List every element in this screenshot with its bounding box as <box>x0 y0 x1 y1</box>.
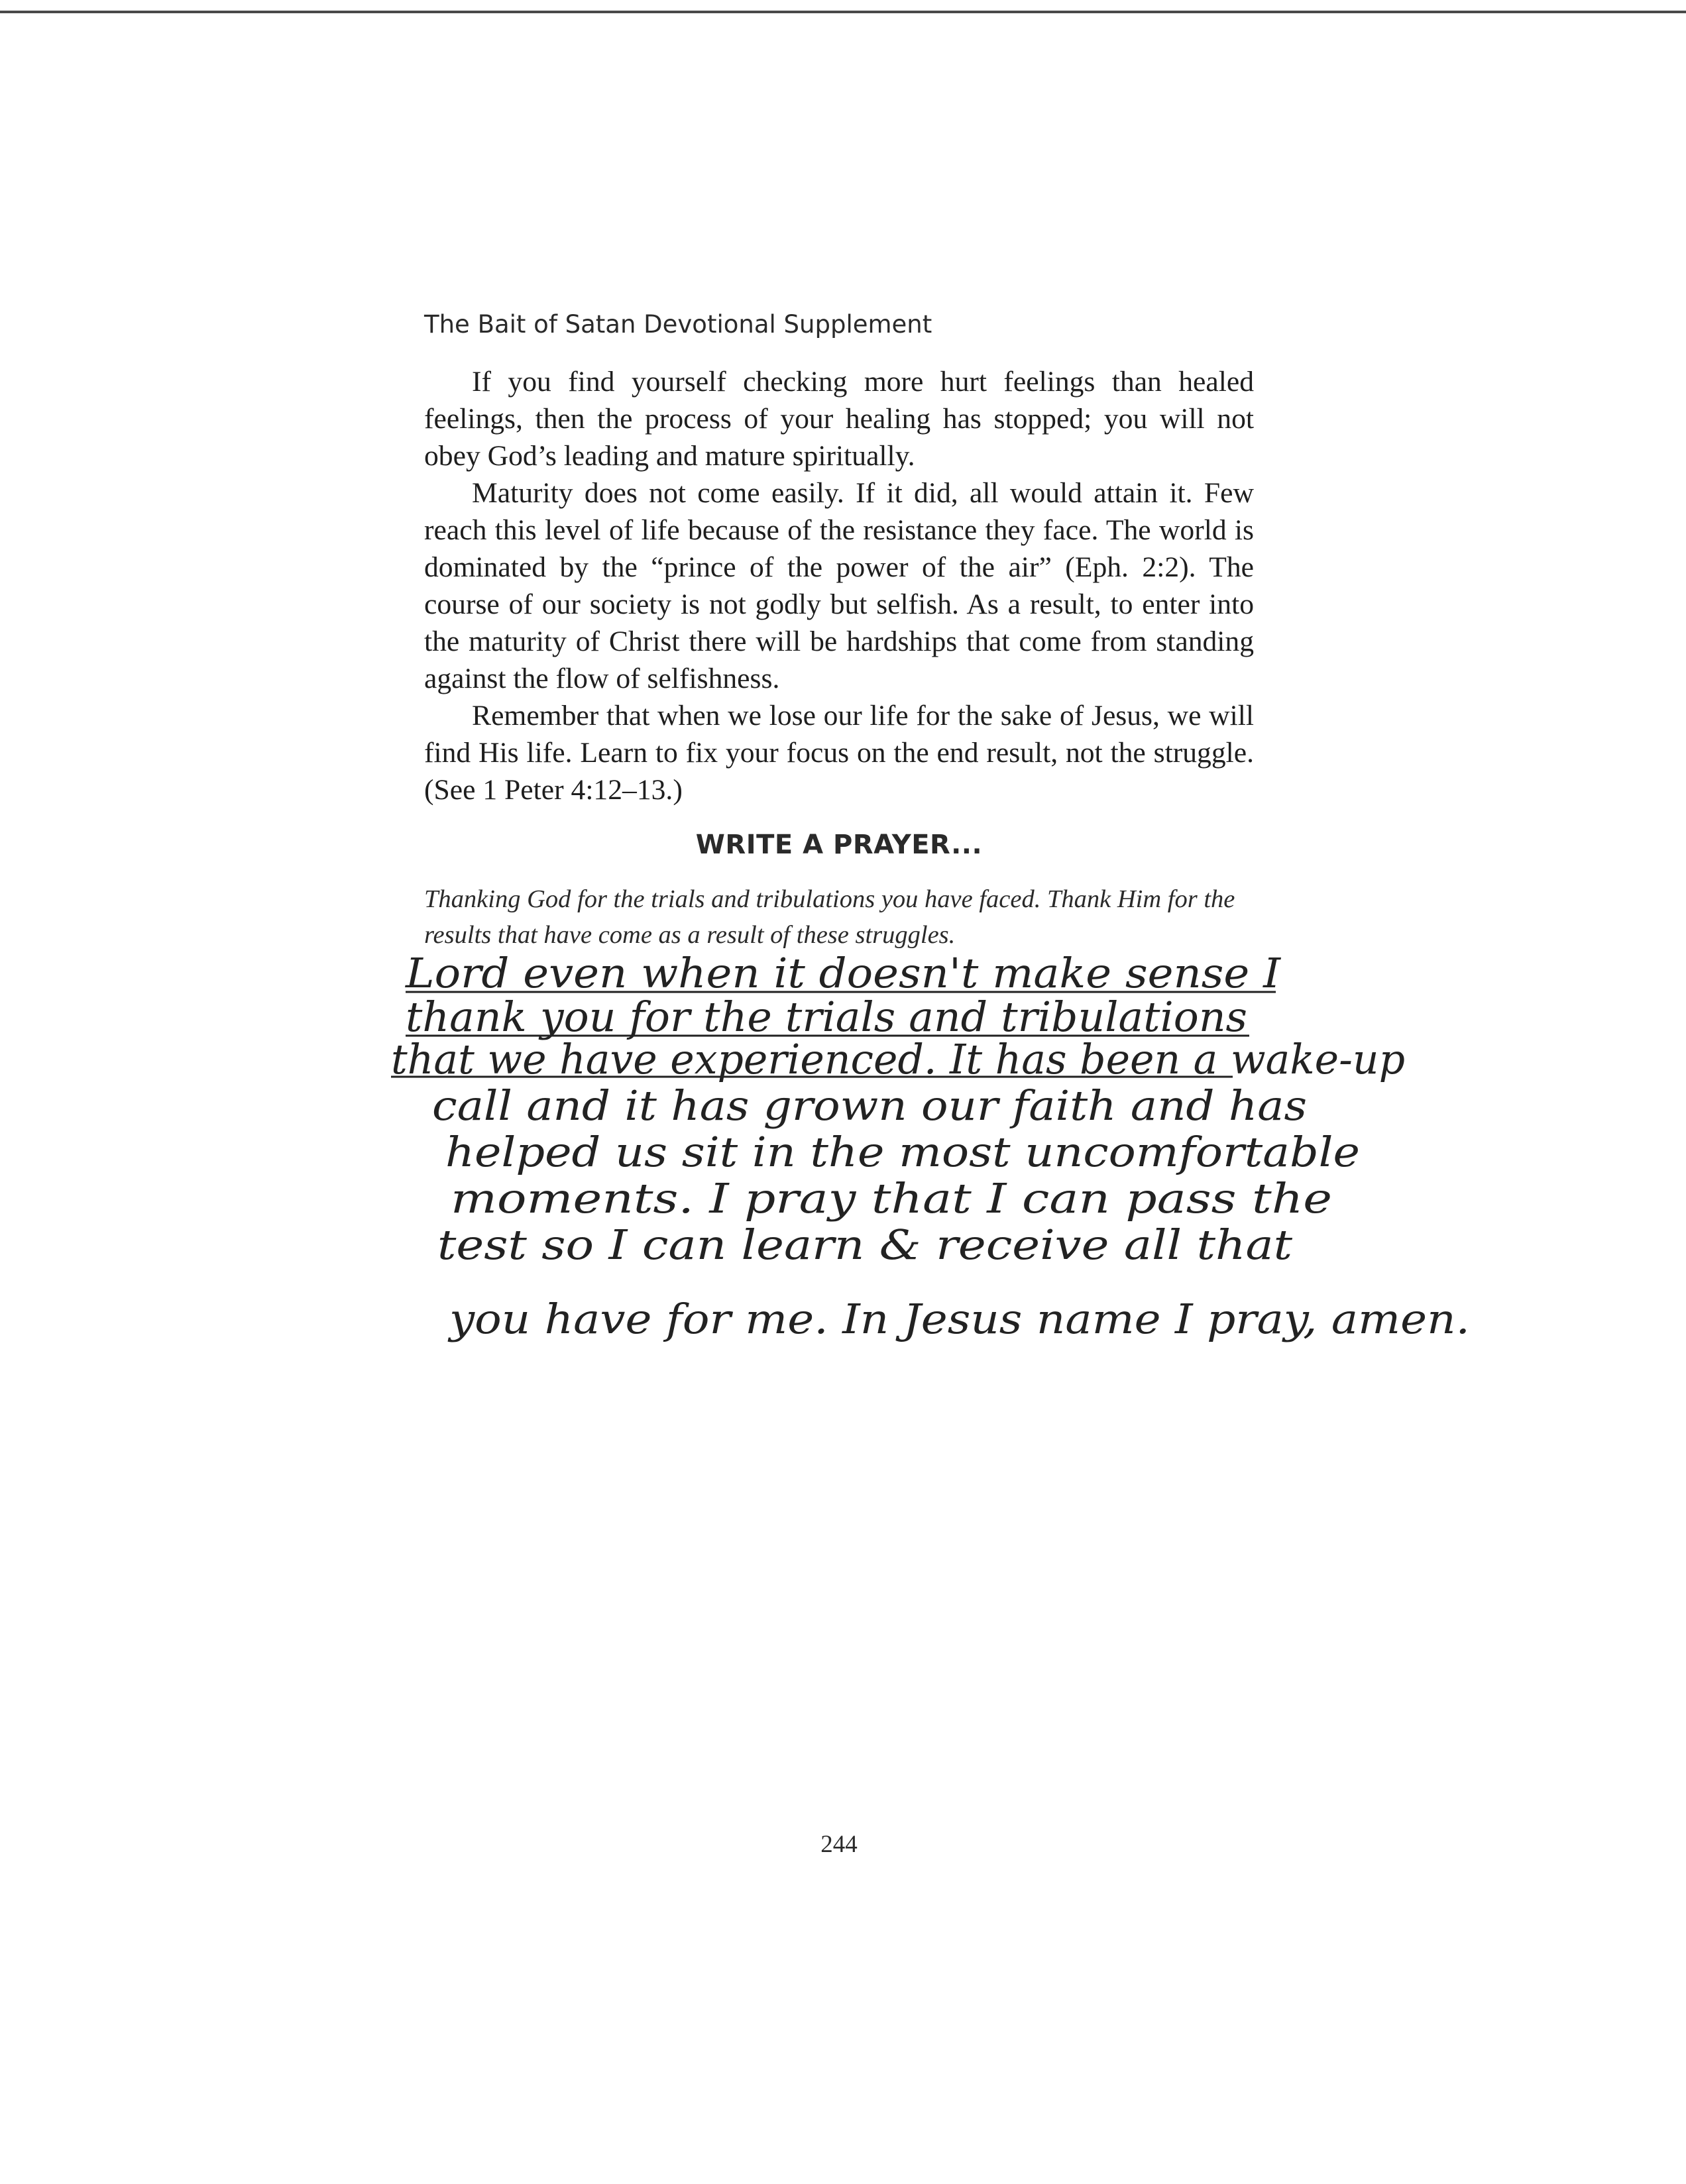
section-heading: WRITE A PRAYER... <box>695 830 983 860</box>
handwritten-line: that we have experienced. It has been a wake-up <box>391 1035 1405 1083</box>
paragraph: Remember that when we lose our life for the sake of Jesus, we will find His life. Learn to fix your focus on the end result, not the struggle. (See 1 Peter 4:12–13.) <box>424 700 1254 806</box>
page-number: 244 <box>820 1831 858 1858</box>
running-head: The Bait of Satan Devotional Supplement <box>424 310 932 339</box>
handwritten-line: helped us sit in the most uncomfortable <box>445 1128 1360 1176</box>
paragraph: Maturity does not come easily. If it did, all would attain it. Few reach this level of life because of the resistance they face. The world is dominated by the “prince of the power of the air” (Eph. 2:2). The course of our society is not godly but selfish. As a result, to enter into the maturity of Christ there will be hardships that come from standing against the flow of selfishness. <box>424 477 1254 694</box>
handwritten-line: moments. I pray that I can pass the <box>451 1174 1332 1223</box>
prayer-prompt: Thanking God for the trials and tribulations you have faced. Thank Him for the results that have come as a result of these struggles. <box>424 885 1235 949</box>
paragraph: If you find yourself checking more hurt feelings than healed feelings, then the process of your healing has stopped; you will not obey God’s leading and mature spiritually. <box>424 366 1254 472</box>
handwritten-line: call and it has grown our faith and has <box>432 1081 1307 1130</box>
handwritten-line: test so I can learn & receive all that <box>437 1221 1293 1269</box>
handwritten-line: you have for me. In Jesus name I pray, amen. <box>447 1295 1471 1343</box>
handwritten-line: thank you for the trials and tribulations <box>406 993 1247 1041</box>
handwritten-line: Lord even when it doesn't make sense I <box>404 949 1282 997</box>
